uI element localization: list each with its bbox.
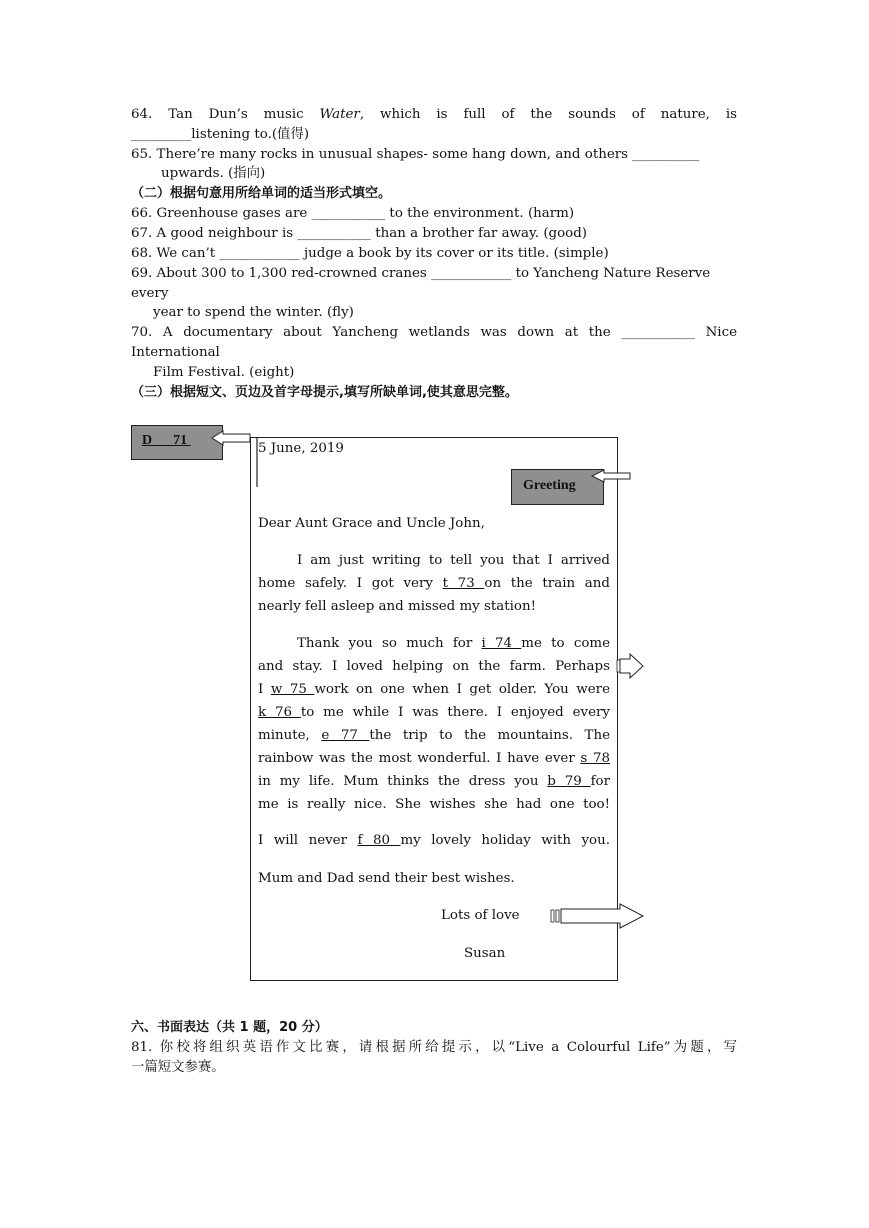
q65-line2: upwards. (指向)	[161, 166, 266, 181]
blank-80: f 80	[357, 833, 401, 848]
letter-paragraph-3: I will never f 80 my lovely holiday with you.	[258, 833, 610, 848]
section6-heading: 六、书面表达（共 1 题，20 分）	[131, 1020, 328, 1035]
q64-title: Water	[319, 107, 360, 122]
q70-line1: 70. A documentary about Yancheng wetlands was down at the ___________ Nice	[131, 325, 737, 340]
blank-74: i 74	[481, 636, 522, 651]
q64-line1: 64. Tan Dun’s music Water, which is full of the sounds of nature, is	[131, 107, 737, 122]
section2-heading: （二）根据句意用所给单词的适当形式填空。	[131, 186, 392, 201]
letter-paragraph-1: I am just writing to tell you that I arrived home safely. I got very t 73 on the train and nearly fell asleep and missed my station!	[258, 553, 610, 614]
q68: 68. We can’t ____________ judge a book by its cover or its title. (simple)	[131, 246, 609, 261]
letter-closing: Lots of love	[441, 908, 520, 923]
q69-line2: every	[131, 286, 169, 301]
q81-line1: 81. 你校将组织英语作文比赛，请根据所给提示，以“Live a Colourful Life”为题，写	[131, 1040, 737, 1055]
blank-76: k 76	[258, 705, 301, 720]
blank-73: t 73	[442, 576, 485, 591]
letter-signature: Susan	[464, 946, 506, 961]
margin-note-letter: D	[142, 433, 153, 448]
blank-75: w 75	[270, 682, 315, 697]
margin-note-number: 71	[173, 433, 188, 448]
q69-line3: year to spend the winter. (fly)	[153, 305, 354, 320]
blank-79: b 79	[547, 774, 591, 789]
section3-heading: （三）根据短文、页边及首字母提示,填写所缺单词,使其意思完整。	[131, 385, 518, 400]
q65-line1: 65. There’re many rocks in unusual shapes- some hang down, and others __________	[131, 147, 700, 162]
letter-paragraph-2: Thank you so much for i 74 me to come and stay. I loved helping on the farm. Perhaps I w 75 work on one when I get older. You were k 76 to me while I was there. I enjoyed every minute, e 77 the trip to the mountains. The rainbow was the most wonderful. I have ever s 78 in my life. Mum thinks the dress you b 79 for me is really nice. She wishes she had one too!	[258, 636, 611, 812]
letter-salutation: Dear Aunt Grace and Uncle John,	[258, 516, 485, 531]
q67: 67. A good neighbour is ___________ than a brother far away. (good)	[131, 226, 588, 241]
arrow-left-icon	[592, 470, 630, 482]
q66: 66. Greenhouse gases are ___________ to the environment. (harm)	[131, 206, 575, 221]
letter-date: 5 June, 2019	[258, 441, 344, 456]
q70-line2: International	[131, 345, 220, 360]
blank-77: e 77	[321, 728, 370, 743]
arrow-right-icon	[620, 654, 643, 678]
arrow-right-icon	[561, 904, 643, 928]
q69-line1: 69. About 300 to 1,300 red-crowned cranes ____________ to Yancheng Nature Reserve	[131, 266, 711, 281]
blank-78: s 78	[580, 751, 610, 766]
arrow-left-icon	[212, 431, 250, 445]
q81-line2: 一篇短文参赛。	[131, 1060, 225, 1075]
q70-line3: Film Festival. (eight)	[153, 365, 295, 380]
q64-line2: _________listening to.(值得)	[131, 127, 310, 142]
greeting-label: Greeting	[523, 478, 576, 493]
letter-paragraph-4: Mum and Dad send their best wishes.	[258, 871, 515, 886]
